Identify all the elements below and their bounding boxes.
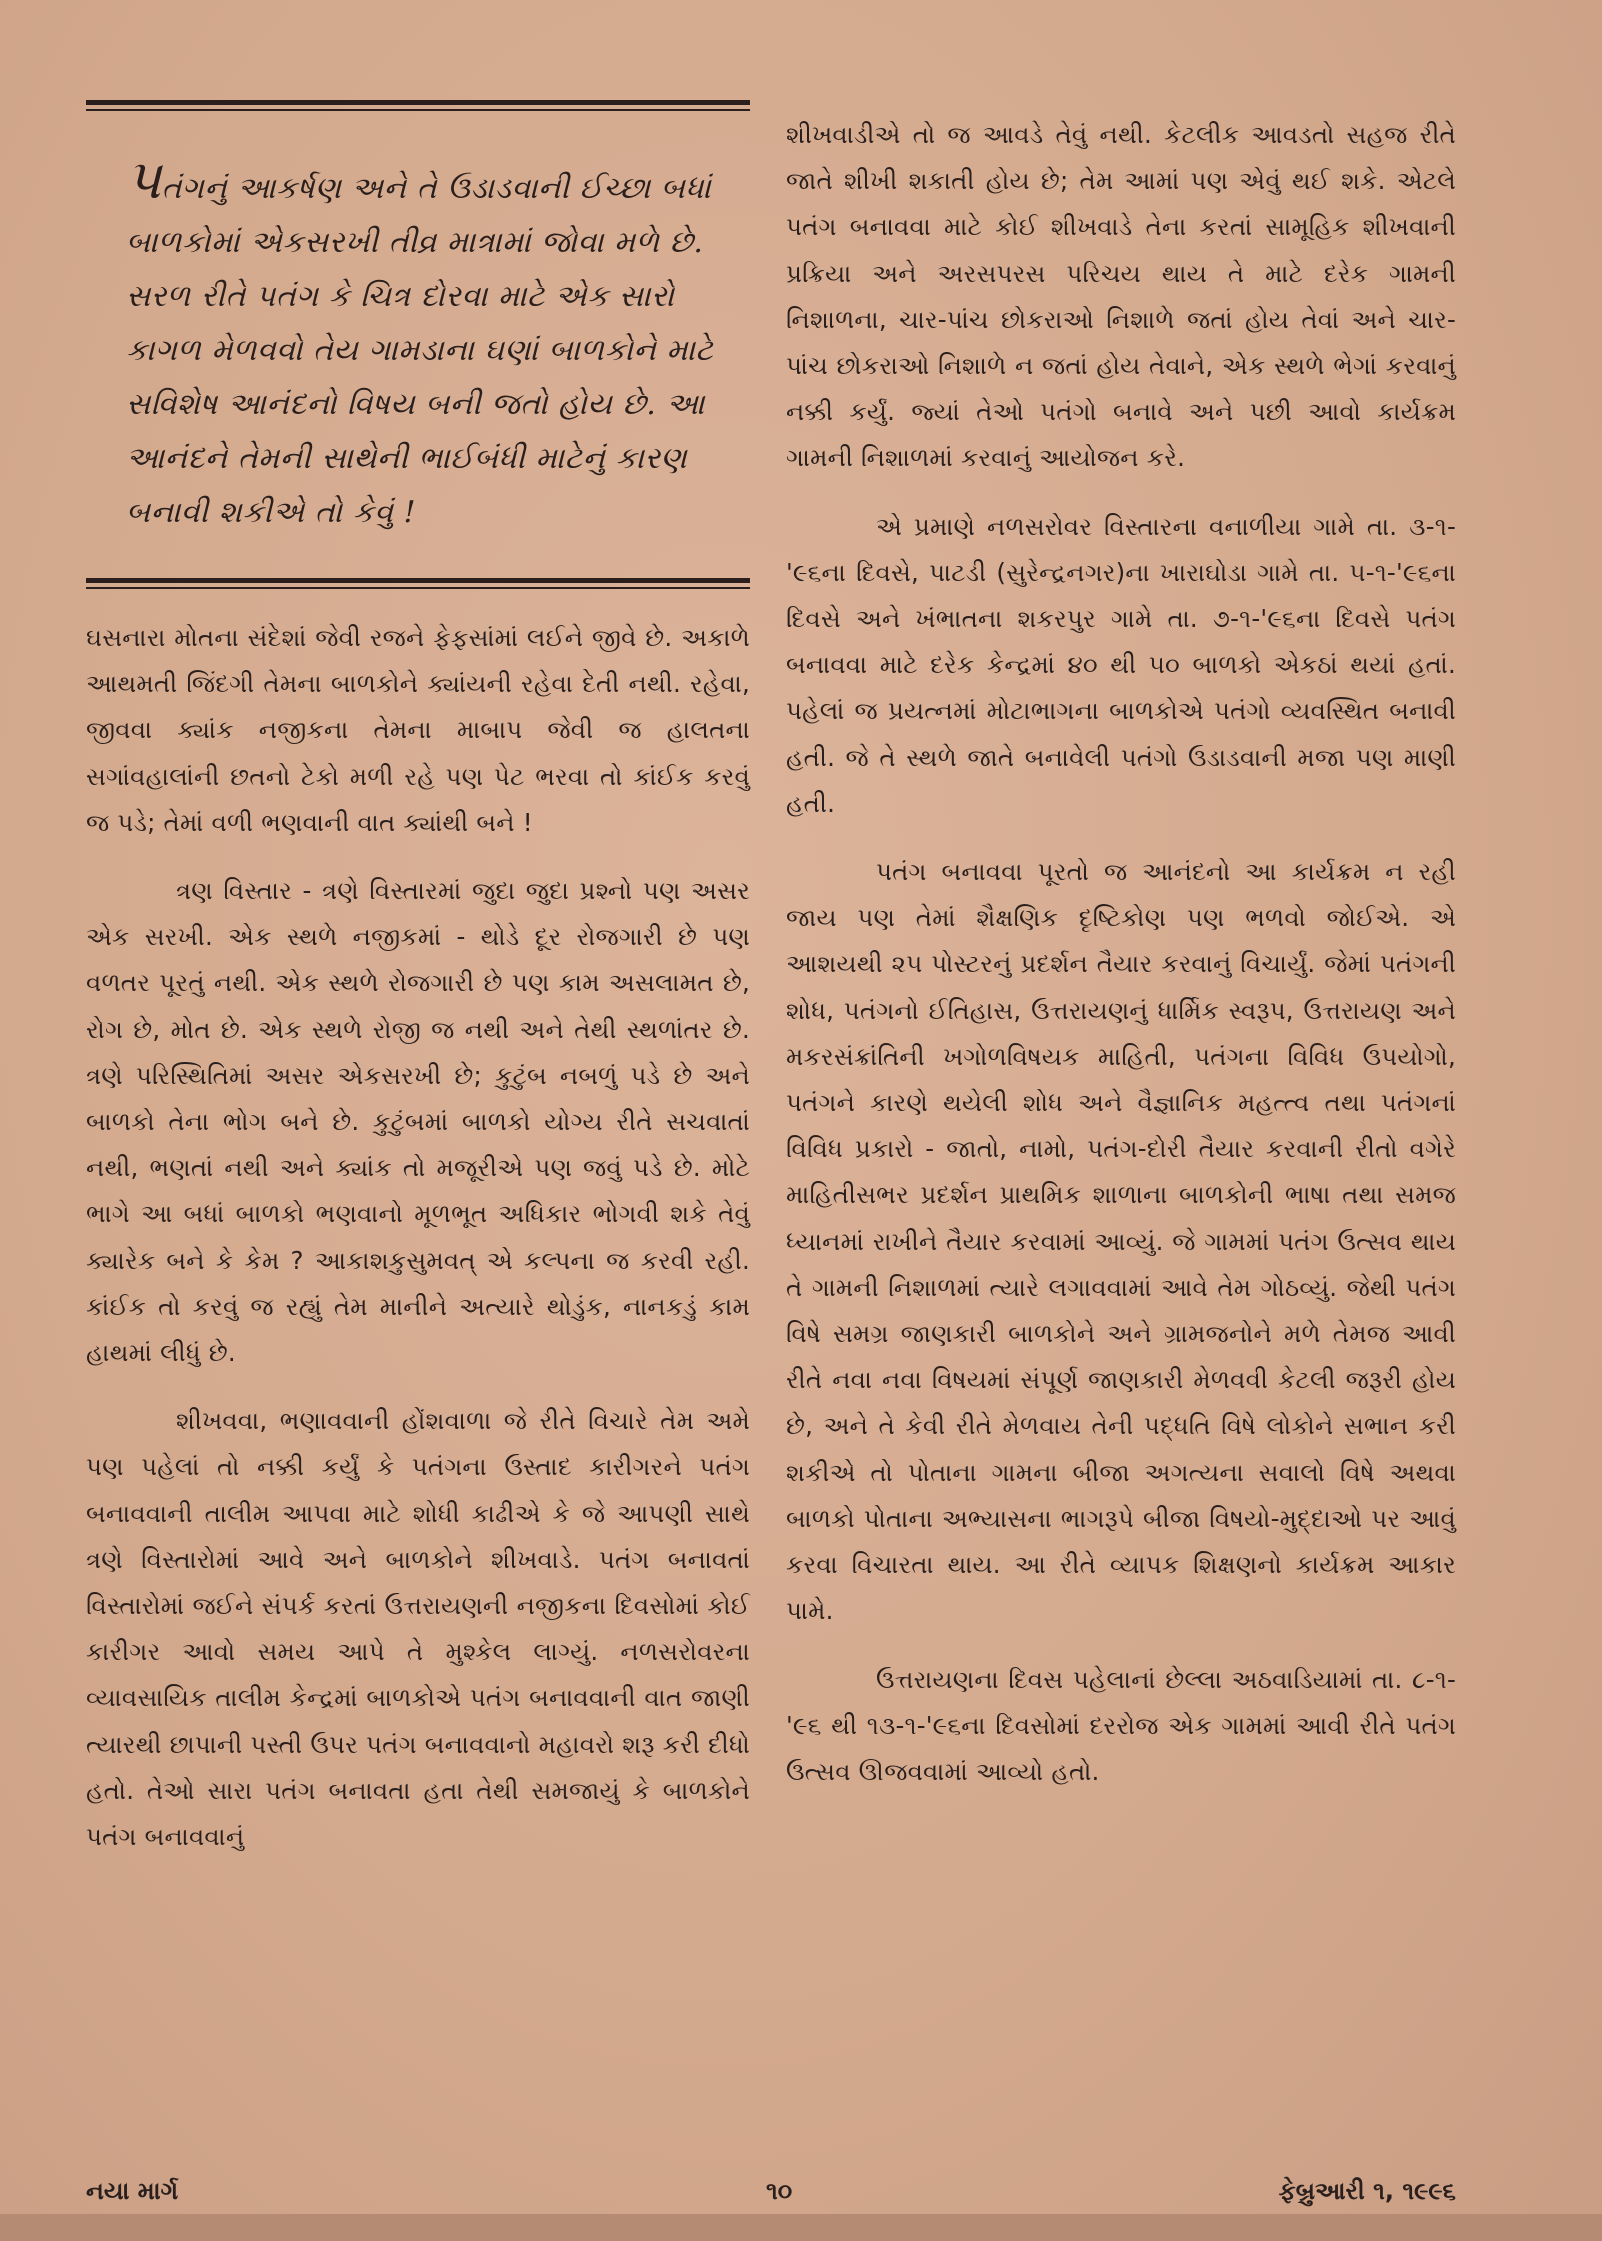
paragraph: ઘસનારા મોતના સંદેશાં જેવી રજને ફેફસાંમાં લઈને જીવે છે. અકાળે આથમતી જિંદગી તેમના બાળકોને ક્યાંયની રહેવા દેતી નથી. રહેવા, જીવવા ક્યાંક નજીકના તેમના માબાપ જેવી જ હાલતના સગાંવહાલાંની છતનો ટેકો મળી રહે પણ પેટ ભરવા તો કાંઈક કરવું જ પડે; તેમાં વળી ભણવાની વાત ક્યાંથી બને !: [86, 623, 750, 837]
left-column: [86, 100, 750, 1882]
top-rule-thin: [86, 109, 750, 111]
issue-date: ફેબ્રુઆરી ૧, ૧૯૯૬: [1278, 2177, 1456, 2205]
page-edge: [0, 2214, 1602, 2241]
pull-quote-dropcap: પ: [126, 148, 162, 211]
pull-quote-text: તંગનું આકર્ષણ અને તે ઉડાડવાની ઈચ્છા બધાં બાળકોમાં એકસરખી તીવ્ર માત્રામાં જોવા મળે છે. સરળ રીતે પતંગ કે ચિત્ર દોરવા માટે એક સારો કાગળ મેળવવો તેય ગામડાના ઘણાં બાળકોને માટે સવિશેષ આનંદનો વિષય બની જતો હોય છે. આ આનંદને તેમની સાથેની ભાઈબંધી માટેનું કારણ બનાવી શકીએ તો કેવું !: [126, 171, 714, 530]
paragraph: ત્રણ વિસ્તાર - ત્રણે વિસ્તારમાં જુદા જુદા પ્રશ્નો પણ અસર એક સરખી. એક સ્થળે નજીકમાં - થોડે દૂર રોજગારી છે પણ વળતર પૂરતું નથી. એક સ્થળે રોજગારી છે પણ કામ અસલામત છે, રોગ છે, મોત છે. એક સ્થળે રોજી જ નથી અને તેથી સ્થળાંતર છે. ત્રણે પરિસ્થિતિમાં અસર એકસરખી છે; કુટુંબ નબળું પડે છે અને બાળકો તેના ભોગ બને છે. કુટુંબમાં બાળકો યોગ્ય રીતે સચવાતાં નથી, ભણતાં નથી અને ક્યાંક તો મજૂરીએ પણ જવું પડે છે. મોટે ભાગે આ બધાં બાળકો ભણવાનો મૂળભૂત અધિકાર ભોગવી શકે તેવું ક્યારેક બને કે કેમ ? આકાશકુસુમવત્ એ કલ્પના જ કરવી રહી. કાંઈક તો કરવું જ રહ્યું તેમ માનીને અત્યારે થોડુંક, નાનકડું કામ હાથમાં લીધું છે.: [86, 876, 750, 1368]
page-number: ૧૦: [766, 2177, 793, 2205]
paragraph: ઉત્તરાયણના દિવસ પહેલાનાં છેલ્લા અઠવાડિયામાં તા. ૮-૧-'૯૬ થી ૧૩-૧-'૯૬ના દિવસોમાં દરરોજ એક ગામમાં આવી રીતે પતંગ ઉત્સવ ઊજવવામાં આવ્યો હતો.: [786, 1664, 1456, 1786]
right-column: [786, 112, 1456, 1817]
page-footer: [86, 2177, 1456, 2213]
paragraph: શીખવવા, ભણાવવાની હોંશવાળા જે રીતે વિચારે તેમ અમે પણ પહેલાં તો નક્કી કર્યું કે પતંગના ઉસ્તાદ કારીગરને પતંગ બનાવવાની તાલીમ આપવા માટે શોધી કાઢીએ કે જે આપણી સાથે ત્રણે વિસ્તારોમાં આવે અને બાળકોને શીખવાડે. પતંગ બનાવતાં વિસ્તારોમાં જઈને સંપર્ક કરતાં ઉત્તરાયણની નજીકના દિવસોમાં કોઈ કારીગર આવો સમય આપે તે મુશ્કેલ લાગ્યું. નળસરોવરના વ્યાવસાયિક તાલીમ કેન્દ્રમાં બાળકોએ પતંગ બનાવવાની વાત જાણી ત્યારથી છાપાની પસ્તી ઉપર પતંગ બનાવવાનો મહાવરો શરૂ કરી દીધો હતો. તેઓ સારા પતંગ બનાવતા હતા તેથી સમજાયું કે બાળકોને પતંગ બનાવવાનું: [86, 1406, 750, 1852]
paragraph: પતંગ બનાવવા પૂરતો જ આનંદનો આ કાર્યક્રમ ન રહી જાય પણ તેમાં શૈક્ષણિક દૃષ્ટિકોણ પણ ભળવો જોઈએ. એ આશયથી ૨૫ પોસ્ટરનું પ્રદર્શન તૈયાર કરવાનું વિચાર્યું. જેમાં પતંગની શોધ, પતંગનો ઈતિહાસ, ઉત્તરાયણનું ધાર્મિક સ્વરૂપ, ઉત્તરાયણ અને મકરસંક્રાંતિની ખગોળવિષયક માહિતી, પતંગના વિવિધ ઉપયોગો, પતંગને કારણે થયેલી શોધ અને વૈજ્ઞાનિક મહત્ત્વ તથા પતંગનાં વિવિધ પ્રકારો - જાતો, નામો, પતંગ-દોરી તૈયાર કરવાની રીતો વગેરે માહિતીસભર પ્રદર્શન પ્રાથમિક શાળાના બાળકોની ભાષા તથા સમજ ધ્યાનમાં રાખીને તૈયાર કરવામાં આવ્યું. જે ગામમાં પતંગ ઉત્સવ થાય તે ગામની નિશાળમાં ત્યારે લગાવવામાં આવે તેમ ગોઠવ્યું. જેથી પતંગ વિષે સમગ્ર જાણકારી બાળકોને અને ગ્રામજનોને મળે તેમજ આવી રીતે નવા નવા વિષયમાં સંપૂર્ણ જાણકારી મેળવવી કેટલી જરૂરી હોય છે, અને તે કેવી રીતે મેળવાય તેની પદ્ધતિ વિષે લોકોને સભાન કરી શકીએ તો પોતાના ગામના બીજા અગત્યના સવાલો વિષે અથવા બાળકો પોતાના અભ્યાસના ભાગરૂપે બીજા વિષયો-મુદ્દાઓ પર આવું કરવા વિચારતા થાય. આ રીતે વ્યાપક શિક્ષણનો કાર્યક્રમ આકાર પામે.: [786, 857, 1456, 1626]
publication-name: નયા માર્ગ: [86, 2177, 179, 2205]
paragraph: શીખવાડીએ તો જ આવડે તેવું નથી. કેટલીક આવડતો સહજ રીતે જાતે શીખી શકાતી હોય છે; તેમ આમાં પણ એવું થઈ શકે. એટલે પતંગ બનાવવા માટે કોઈ શીખવાડે તેના કરતાં સામૂહિક શીખવાની પ્રક્રિયા અને અરસપરસ પરિચય થાય તે માટે દરેક ગામની નિશાળના, ચાર-પાંચ છોકરાઓ નિશાળે જતાં હોય તેવાં અને ચાર-પાંચ છોકરાઓ નિશાળે ન જતાં હોય તેવાને, એક સ્થળે ભેગાં કરવાનું નક્કી કર્યું. જ્યાં તેઓ પતંગો બનાવે અને પછી આવો કાર્યક્રમ ગામની નિશાળમાં કરવાનું આયોજન કરે.: [786, 120, 1456, 473]
pull-quote: [86, 148, 750, 540]
bottom-rule: [86, 578, 750, 583]
paragraph: એ પ્રમાણે નળસરોવર વિસ્તારના વનાળીયા ગામે તા. ૩-૧-'૯૬ના દિવસે, પાટડી (સુરેન્દ્રનગર)ના ખારાઘોડા ગામે તા. ૫-૧-'૯૬ના દિવસે અને ખંભાતના શકરપુર ગામે તા. ૭-૧-'૯૬ના દિવસે પતંગ બનાવવા માટે દરેક કેન્દ્રમાં ૪૦ થી ૫૦ બાળકો એકઠાં થયાં હતાં. પહેલાં જ પ્રયત્નમાં મોટાભાગના બાળકોએ પતંગો વ્યવસ્થિત બનાવી હતી. જે તે સ્થળે જાતે બનાવેલી પતંગો ઉડાડવાની મજા પણ માણી હતી.: [786, 511, 1456, 818]
bottom-rule-thin: [86, 587, 750, 589]
top-rule: [86, 100, 750, 105]
